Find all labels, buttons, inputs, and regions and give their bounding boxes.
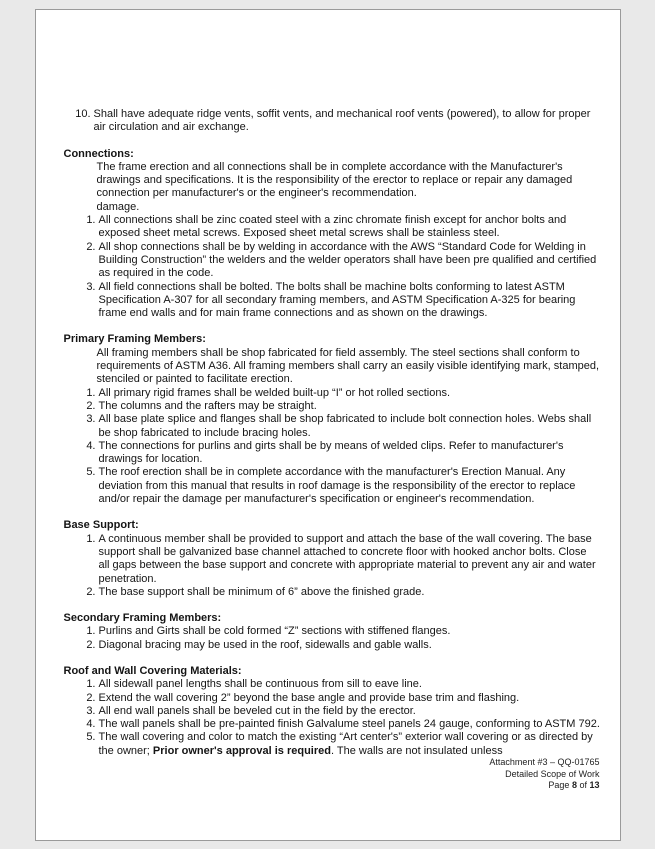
section-heading: Primary Framing Members: [63, 333, 206, 346]
section-secondary-framing-members [64, 612, 601, 652]
item-number: 1. [86, 214, 96, 227]
item-text: The base support shall be minimum of 6” above the finished grade. [98, 585, 425, 598]
section-heading: Roof and Wall Covering Materials: [63, 664, 242, 677]
document-page [35, 9, 621, 841]
item-number: 3. [86, 413, 96, 426]
item-number: 3. [86, 280, 96, 293]
item-text: Diagonal bracing may be used in the roof, sidewalls and gable walls. [98, 638, 432, 651]
section-heading: Base Support: [63, 519, 139, 532]
list-item [64, 400, 601, 413]
item-text-part: The wall covering and color to match the existing “Art center's” exterior wall covering or as directed by the owner; [98, 731, 593, 757]
list-item [64, 214, 601, 241]
item-number: 2. [86, 240, 96, 253]
footer-of-label: of [576, 780, 590, 791]
list-item [64, 692, 601, 705]
item-number: 1. [86, 625, 96, 638]
item-text: All primary rigid frames shall be welded built-up “I” or hot rolled sections. [98, 386, 451, 399]
list-item [64, 440, 601, 467]
item-number: 2. [86, 691, 96, 704]
item-text: All field connections shall be bolted. The bolts shall be machine bolts conforming to latest ASTM Specification A-307 for all secondary framing members, and ASTM Specification A-325 for bearing frame end walls and for main frame connections and as shown on the drawings. [98, 280, 576, 320]
item-number: 2. [86, 399, 96, 412]
item-text-bold: Prior owner's approval is required [152, 744, 331, 757]
footer-page-number: 8 [571, 780, 577, 791]
item-number: 10. [75, 108, 91, 120]
item-text [99, 731, 601, 758]
item-text: The connections for purlins and girts shall be by means of welded clips. Refer to manufacturer's drawings for location. [98, 439, 564, 466]
footer-page-indicator [489, 780, 599, 792]
item-text: Purlins and Girts shall be cold formed “Z” sections with stiffened flanges. [98, 625, 451, 638]
section-connections [64, 148, 601, 321]
list-item [64, 241, 601, 281]
list-item [64, 678, 601, 691]
section-intro: The frame erection and all connections shall be in complete accordance with the Manufacturer's drawings and specifications. It is the responsibility of the erector to replace or repair any damaged connection per manufacturer's or the engineer's recommendation. [96, 160, 573, 200]
list-item [64, 731, 601, 758]
list-item [64, 466, 601, 506]
item-text: All base plate splice and flanges shall be shop fabricated to include bolt connection holes. Webs shall be shop fabricated to include bracing holes. [98, 413, 592, 439]
item-text: All shop connections shall be by welding in accordance with the AWS “Standard Code for Welding in Building Construction” the welders and the welder operators shall have been pre qualified and certified as required in the code. [98, 240, 597, 280]
page-footer [489, 757, 599, 792]
item-text-part: . The walls are not insulated unless [330, 744, 503, 757]
item-number: 4. [86, 439, 96, 452]
section-heading: Secondary Framing Members: [63, 612, 222, 625]
item-text: Extend the wall covering 2” beyond the base angle and provide base trim and flashing. [98, 691, 520, 704]
list-item [64, 639, 601, 652]
item-text: The wall panels shall be pre-painted finish Galvalume steel panels 24 gauge, conforming to ASTM 792. [98, 718, 600, 731]
footer-attachment-ref: Attachment #3 – QQ-01765 [489, 757, 600, 768]
item-text: All connections shall be zinc coated steel with a zinc chromate finish except for anchor bolts and exposed sheet metal screws. Exposed sheet metal screws shall be stainless steel. [98, 214, 567, 240]
item-number: 1. [86, 678, 96, 691]
list-item [64, 705, 601, 718]
numbered-item-10 [64, 108, 601, 135]
list-item [64, 586, 601, 599]
footer-total-pages: 13 [589, 780, 600, 791]
item-text: All sidewall panel lengths shall be continuous from sill to eave line. [98, 678, 422, 691]
list-item [64, 718, 601, 731]
section-base-support [64, 519, 601, 599]
section-primary-framing-members [64, 333, 601, 506]
footer-document-title: Detailed Scope of Work [505, 768, 600, 779]
item-number: 1. [86, 386, 96, 399]
section-roof-and-wall-covering-materials [64, 665, 601, 758]
item-number: 2. [86, 638, 96, 651]
item-number: 3. [86, 704, 96, 717]
item-number: 1. [86, 532, 96, 545]
list-item [64, 387, 601, 400]
list-item [64, 413, 601, 440]
item-text: A continuous member shall be provided to support and attach the base of the wall covering. The base support shall be galvanized base channel attached to concrete floor with hooked anchor bolts. Close all gaps between the base support and concrete with appropriate material to prevent any air and water penetration. [98, 532, 596, 585]
section-heading: Connections: [63, 147, 134, 160]
list-item [64, 625, 601, 638]
item-number: 5. [86, 731, 96, 744]
footer-page-label: Page [548, 780, 572, 791]
list-item [64, 281, 601, 321]
item-number: 4. [86, 718, 96, 731]
item-text: The roof erection shall be in complete accordance with the manufacturer's Erection Manual. Any deviation from this manual that results in roof damage is the responsibility of the erector to replace and/or repair the damage per manufacturer's specification or engineer's recommendation. [98, 466, 576, 506]
section-intro: damage. [96, 200, 140, 213]
section-intro: All framing members shall be shop fabricated for field assembly. The steel sections shall conform to requirements of ASTM A36. All framing members shall carry an easily visible identifying mark, stamped, stenciled or painted to facilitate erection. [96, 346, 600, 386]
item-text: The columns and the rafters may be straight. [98, 399, 317, 412]
item-number: 2. [86, 585, 96, 598]
item-text: All end wall panels shall be beveled cut in the field by the erector. [98, 704, 416, 717]
item-number: 5. [86, 466, 96, 479]
list-item [64, 533, 601, 586]
item-text: Shall have adequate ridge vents, soffit vents, and mechanical roof vents (powered), to allow for proper air circulation and air exchange. [93, 108, 591, 134]
